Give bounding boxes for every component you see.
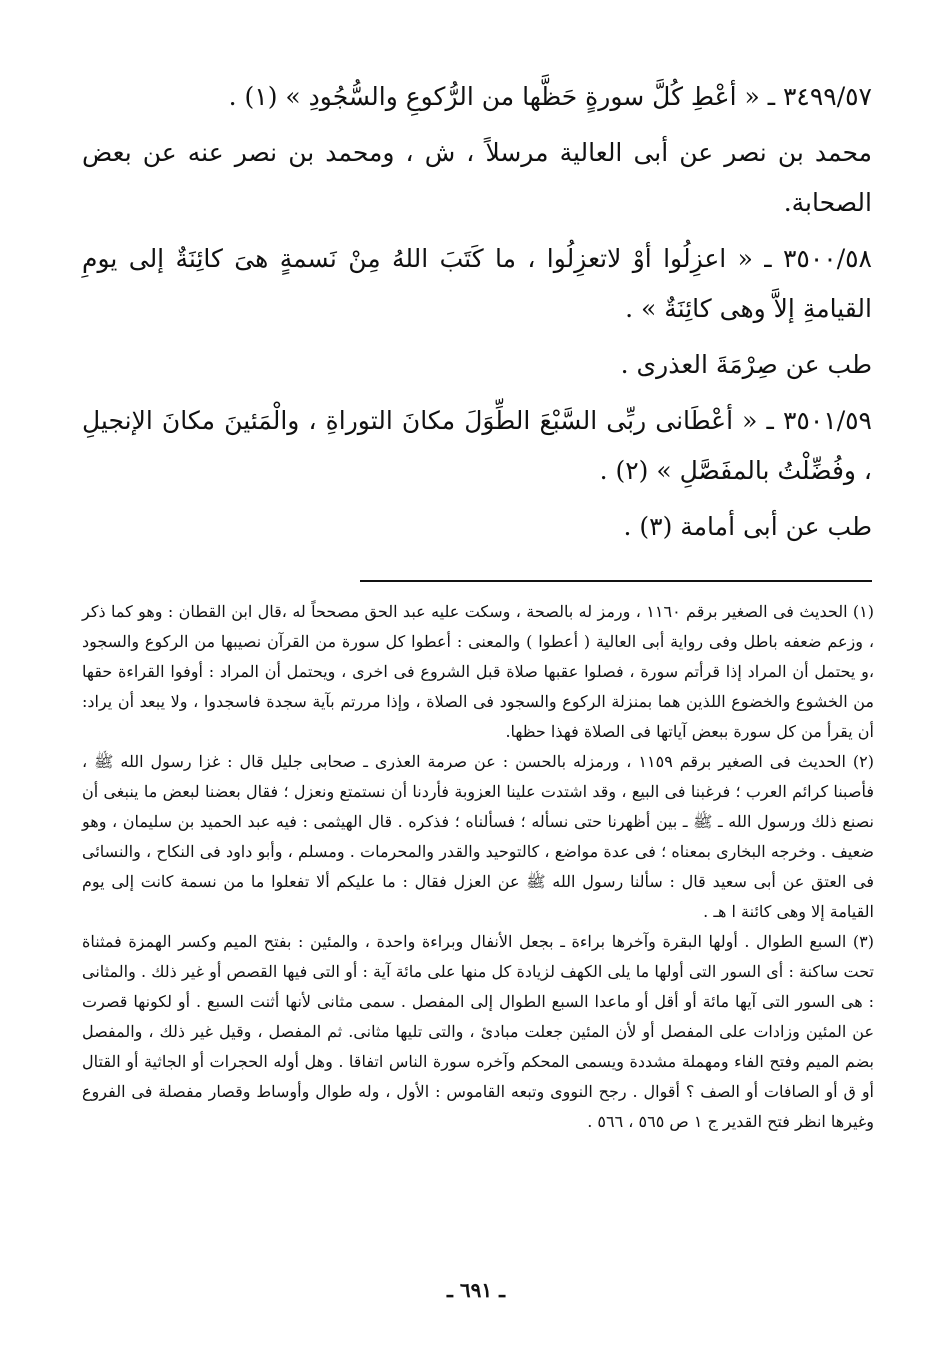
footnote-2: (٢) الحديث فى الصغير برقم ١١٥٩ ، ورمزله بالحسن : عن صرمة العذرى ـ صحابى جليل قال : غزا رسول الله ﷺ ، فأصبنا كرائم العرب ؛ فرغبنا فى البيع ، وقد اشتدت علينا العزوبة فأردنا أن نستمتع ونعزل ؛ فقال بعضنا لبعض ما ينبغى أن نصنع ذلك ورسول الله ـ ﷺ ـ بين أظهرنا حتى نسأله ؛ فسألناه ؛ فذكره . قال الهيثمى : فيه عبد الحميد بن سليمان ، وهو ضعيف . وخرجه البخارى بمعناه ؛ فى عدة مواضع ، كالتوحيد والقدر والمحرمات . ومسلم ، وأبو داود فى النكاح ، والنسائى فى العتق عن أبى سعيد قال : سألنا رسول الله ﷺ عن العزل فقال : ما عليكم ألا تفعلوا ما من نسمة كانت إلى يوم القيامة إلا وهى كائنة ا هـ . [82,752,875,921]
main-text [82,72,872,558]
hadith-3499: ٣٤٩٩/٥٧ ـ « أعْطِ كُلَّ سورةٍ حَظَّها من الرُّكوعِ والسُّجُودِ » (١) . [228,82,872,111]
footnotes [82,597,874,1137]
footnote-1: (١) الحديث فى الصغير برقم ١١٦٠ ، ورمز له بالصحة ، وسكت عليه عبد الحق مصححاً له ،قال ابن القطان : وهو كما ذكر ، وزعم ضعفه باطل وفى رواية أبى العالية ( أعطوا ) والمعنى : أعطوا كل سورة من القرآن نصيبها من الركوع والسجود ،و يحتمل أن المراد إذا قرأتم سورة ، فصلوا عقبها صلاة قبل الشروع فى اخرى ، ويحتمل أن المراد : أوفوا القراءة حقها من الخشوع والخضوع اللذين هما بمنزلة الركوع والسجود فى الصلاة ، وإذا مررتم بآية سجدة فاسجدوا ، ولا يبعد أن يراد: أن يقرأ من كل سورة ببعض آياتها فى الصلاة فهذا حظها. [82,602,875,741]
source-3500: طب عن صِرْمَةَ العذرى . [620,350,872,379]
hadith-3500: ٣٥٠٠/٥٨ ـ « اعزِلُوا أوْ لاتعزِلُوا ، ما كَتَبَ اللهُ مِنْ نَسمةٍ هىَ كائِنَةٌ إلى يومِ القيامةِ إلاَّ وهى كائِنَةٌ » . [82,244,872,323]
source-3499: محمد بن نصر عن أبى العالية مرسلاً ، ش ، ومحمد بن نصر عنه عن بعض الصحابة. [82,138,872,217]
hadith-3501: ٣٥٠١/٥٩ ـ « أعْطَانى ربِّى السَّبْعَ الطِّوَلَ مكانَ التوراةِ ، والْمَئينَ مكانَ الإنجيلِ ، وفُضِّلْتُ بالمفَصَّلِ » (٢) . [82,406,872,485]
source-3501: طب عن أبى أمامة (٣) . [623,512,872,541]
footnote-3: (٣) السبع الطوال . أولها البقرة وآخرها براءة ـ بجعل الأنفال وبراءة واحدة ، والمئين : بفتح الميم وكسر الهمزة فمثناة تحت ساكنة : أى السور التى أولها ما يلى الكهف لزيادة كل منها على مائة آية : أو التى فيها القصص أو غير ذلك . والمثانى : هى السور التى آيها مائة أو أقل أو ماعدا السبع الطوال إلى المفصل . سمى مثانى لأنها أثنت السبع . أو لكونها قصرت عن المئين وزادات على المفصل أو لأن المئين جعلت مبادئ ، والتى تليها مثانى. ثم المفصل ، وقيل غير ذلك ، والمفصل بضم الميم وفتح الفاء ومهملة مشددة ويسمى المحكم وآخره سورة الناس اتفاقا . وهل أوله الحجرات أو الجاثية أو القتال أو ق أو الصافات أو الصف ؟ أقوال . رجح النووى وتبعه القاموس : الأول ، وله طوال وأوساط وقصار مفصلة فى الفروع وغيرها انظر فتح القدير ج ١ ص ٥٦٥ ، ٥٦٦ . [82,932,875,1131]
page-number: ـ ٦٩١ ـ [447,1278,505,1302]
footnote-divider [360,580,872,582]
